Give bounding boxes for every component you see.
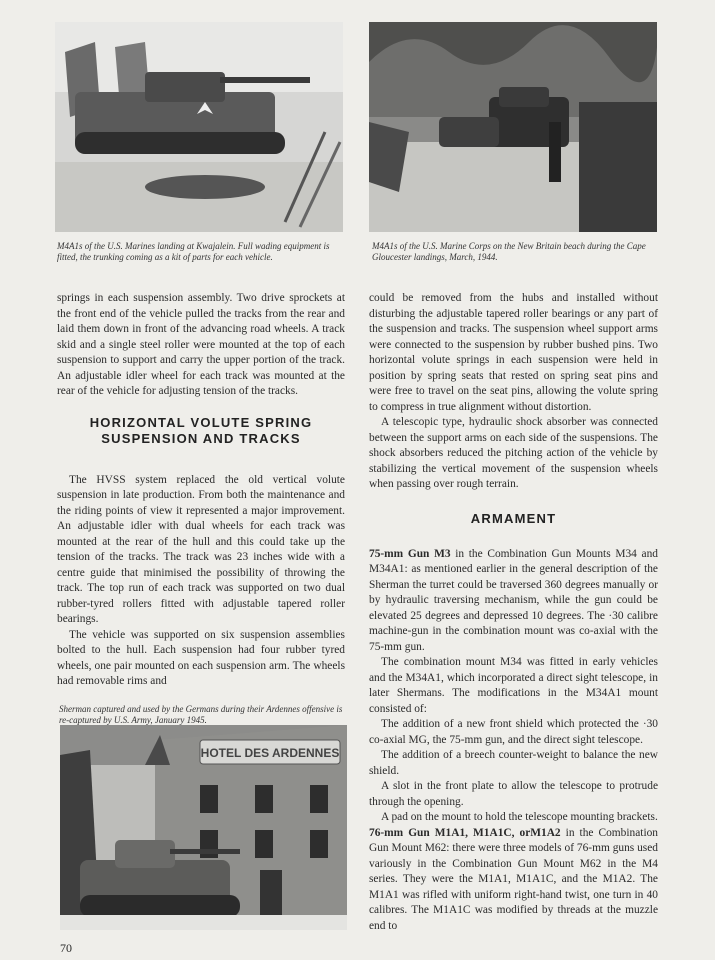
photo-caption-bottom: Sherman captured and used by the Germans during their Ardennes offensive is re-captured by U.S. Army, January 1945. xyxy=(59,704,343,725)
paragraph: The vehicle was supported on six suspension assemblies bolted to the hull. Each suspension had four rubber tyred wheels, one pair mounted on each suspension arm. The wheels had removable rims and xyxy=(57,628,345,687)
hotel-sherman-illustration xyxy=(60,725,347,930)
paragraph: A slot in the front plate to allow the telescope to protrude through the opening. xyxy=(369,780,658,808)
paragraph-text: in the Combination Gun Mount M62: there were three models of 76-mm guns used variously in the Combination Gun Mount M62 in the M4 series. They were the M1A1, M1A1C, and the M1A2. The M1A1 was rifled with uniform right-hand twist, one turn in 40 calibres. The M1A1C was modified by threads at the muzzle end to xyxy=(369,826,658,932)
page-number: 70 xyxy=(60,941,72,955)
paragraph-text: in the Combination Gun Mounts M34 and M34A1: as mentioned earlier in the general description of the Sherman the turret could be traversed 360 degrees manually or by hydraulic traversing mechanism, while the gun could be elevated 25 degrees and depressed 10 degrees. The ·30 calibre machine-gun in the combination mount was co-axial with the 75-mm gun. xyxy=(369,547,658,653)
gun-name-75mm: 75-mm Gun M3 xyxy=(369,547,451,560)
gun-name-76mm: 76-mm Gun M1A1, M1A1C, orM1A2 xyxy=(369,826,561,839)
tank-landing-illustration xyxy=(55,22,343,232)
paragraph xyxy=(369,826,658,935)
paragraph: The addition of a breech counter-weight to balance the new shield. xyxy=(369,749,658,777)
photo-captured-sherman xyxy=(60,725,347,930)
left-text-column xyxy=(57,291,345,690)
section-heading-hvss: HORIZONTAL VOLUTE SPRING SUSPENSION AND TRACKS xyxy=(89,414,313,446)
paragraph: A telescopic type, hydraulic shock absorber was connected between the support arms on each side of the suspensions. The shock absorbers reduced the pitching action of the vehicle by stabilizing the vertical movement of the suspension wheels when passing over rough terrain. xyxy=(369,416,658,490)
photo-marines-kwajalein xyxy=(55,22,343,232)
paragraph: The combination mount M34 was fitted in early vehicles and the M34A1, which incorporated a direct sight telescope, in later Shermans. The modifications in the M34A1 mount consisted of: xyxy=(369,656,658,715)
photo-new-britain-beach xyxy=(369,22,657,232)
paragraph: A pad on the mount to hold the telescope mounting brackets. xyxy=(381,811,658,823)
section-heading-armament: ARMAMENT xyxy=(470,510,557,526)
right-text-column xyxy=(369,291,658,934)
hotel-sign-text: HOTEL DES ARDENNES xyxy=(200,746,340,760)
photo-caption-top-right: M4A1s of the U.S. Marine Corps on the New Britain beach during the Cape Gloucester landings, March, 1944. xyxy=(372,241,646,262)
paragraph: The HVSS system replaced the old vertical volute suspension in late production. From both the maintenance and the riding points of view it represented a major improvement. An adjustable idler with dual wheels for each track was mounted at the rear of the hull and this could take up the tension of the tracks. The track was 23 inches wide with a centre guide that minimised the possibility of throwing the track. The top run of each track was supported on two dual rubber-tyred rollers fitted with adjustable tapered roller bearings. xyxy=(57,473,345,625)
paragraph xyxy=(369,547,658,656)
paragraph: could be removed from the hubs and installed without disturbing the adjustable tapered roller bearings or any part of the suspension and tracks. The suspension wheel support arms were connected to the suspension by rubber bushed pins. Two horizontal volute springs in each suspension were held in position by spring seats that rested on spring seat pins and were free to travel on the seat pins, allowing the volute spring to compress in true alignment without distortion. xyxy=(369,292,658,413)
photo-caption-top-left: M4A1s of the U.S. Marines landing at Kwajalein. Full wading equipment is fitted, the trunking coming as a kit of parts for each vehicle. xyxy=(57,241,330,262)
beach-landing-illustration xyxy=(369,22,657,232)
paragraph: springs in each suspension assembly. Two drive sprockets at the front end of the vehicle pulled the tracks from the rear and laid them down in front of the advancing road wheels. A track skid and a single steel roller were mounted at the top of each suspension to support and carry the upper portion of the track. An adjustable idler wheel for each track was mounted at the rear of the vehicle for adjusting tension of the tracks. xyxy=(57,292,345,397)
paragraph: The addition of a new front shield which protected the ·30 co-axial MG, the 75-mm gun, and the direct sight telescope. xyxy=(369,718,658,746)
